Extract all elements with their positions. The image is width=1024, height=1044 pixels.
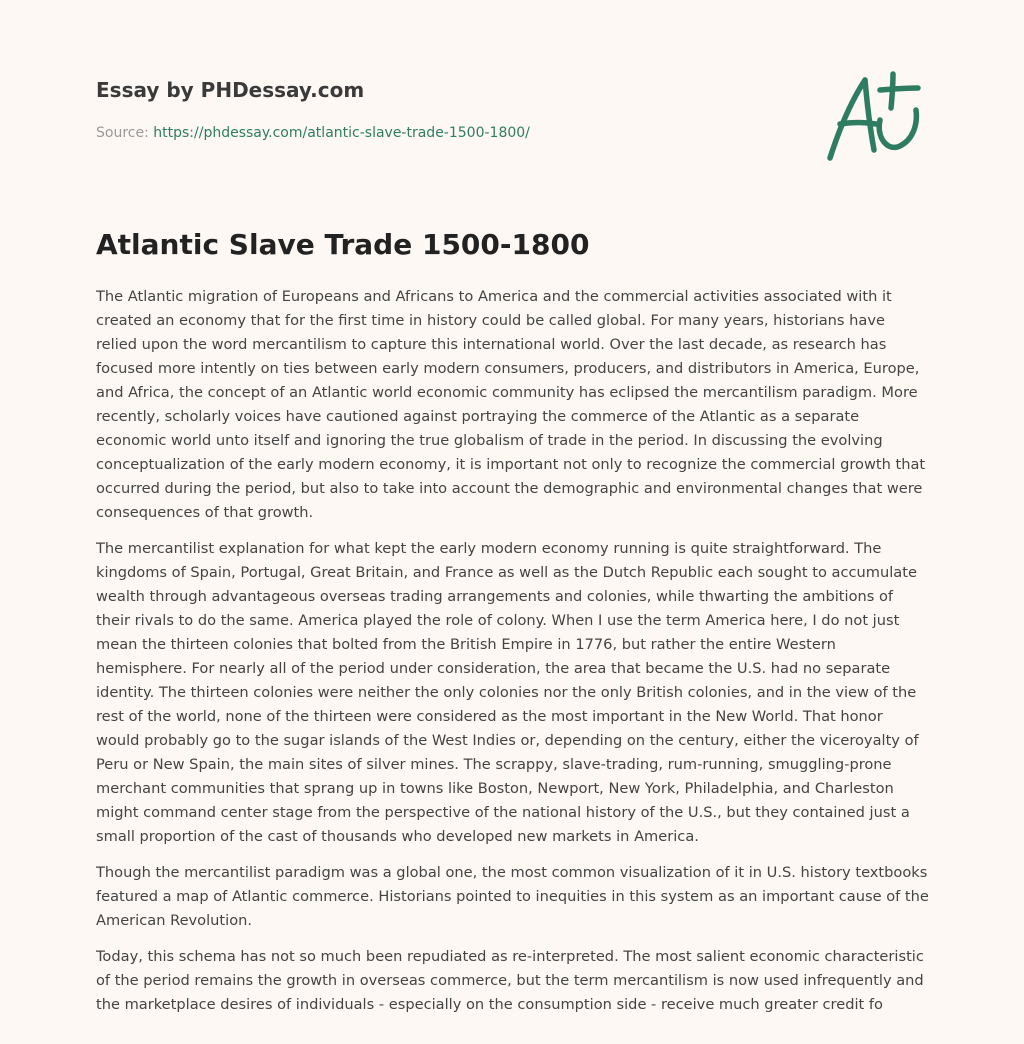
source-label: Source:: [96, 125, 154, 141]
essay-title: Atlantic Slave Trade 1500-1800: [96, 228, 590, 261]
essay-paragraph: The mercantilist explanation for what kept the early modern economy running is quite straightforward. The kingdoms of Spain, Portugal, Great Britain, and France as well as the Dutch Republic each sought to accumulate wealth through advantageous overseas trading arrangements and colonies, while thwarting the ambitions of their rivals to do the same. America played the role of colony. When I use the term America here, I do not just mean the thirteen colonies that bolted from the British Empire in 1776, but rather the entire Western hemisphere. For nearly all of the period under consideration, the area that became the U.S. had no separate identity. The thirteen colonies were neither the only colonies nor the only British colonies, and in the view of the rest of the world, none of the thirteen were considered as the most important in the New World. That honor would probably go to the sugar islands of the West Indies or, depending on the century, either the viceroyalty of Peru or New Spain, the main sites of silver mines. The scrappy, slave-trading, rum-running, smuggling-prone merchant communities that sprang up in towns like Boston, Newport, New York, Philadelphia, and Charleston might command center stage from the perspective of the national history of the U.S., but they contained just a small proportion of the cast of thousands who developed new markets in America.: [96, 540, 919, 845]
essay-paragraph: Though the mercantilist paradigm was a global one, the most common visualization of it in U.S. history textbooks featured a map of Atlantic commerce. Historians pointed to inequities in this system as an important cause of the American Revolution.: [96, 864, 929, 929]
source-link[interactable]: https://phdessay.com/atlantic-slave-trade-1500-1800/: [153, 125, 530, 141]
essay-body: [96, 285, 930, 1029]
site-title: Essay by PHDessay.com: [96, 78, 365, 102]
essay-paragraph: The Atlantic migration of Europeans and Africans to America and the commercial activities associated with it created an economy that for the first time in history could be called global. For many years, historians have relied upon the word mercantilism to capture this international world. Over the last decade, as research has focused more intently on ties between early modern consumers, producers, and distributors in America, Europe, and Africa, the concept of an Atlantic world economic community has eclipsed the mercantilism paradigm. More recently, scholarly voices have cautioned against portraying the commerce of the Atlantic as a separate economic world unto itself and ignoring the true globalism of trade in the period. In discussing the evolving conceptualization of the early modern economy, it is important not only to recognize the commercial growth that occurred during the period, but also to take into account the demographic and environmental changes that were consequences of that growth.: [96, 288, 926, 521]
source-line: [96, 123, 530, 143]
essay-paragraph: Today, this schema has not so much been repudiated as re-interpreted. The most salient economic characteristic of the period remains the growth in overseas commerce, but the term mercantilism is now used infrequently and the marketplace desires of individuals - especially on the consumption side - receive much greater credit fo: [96, 948, 924, 1013]
a-plus-grade-logo-icon: [820, 68, 930, 168]
